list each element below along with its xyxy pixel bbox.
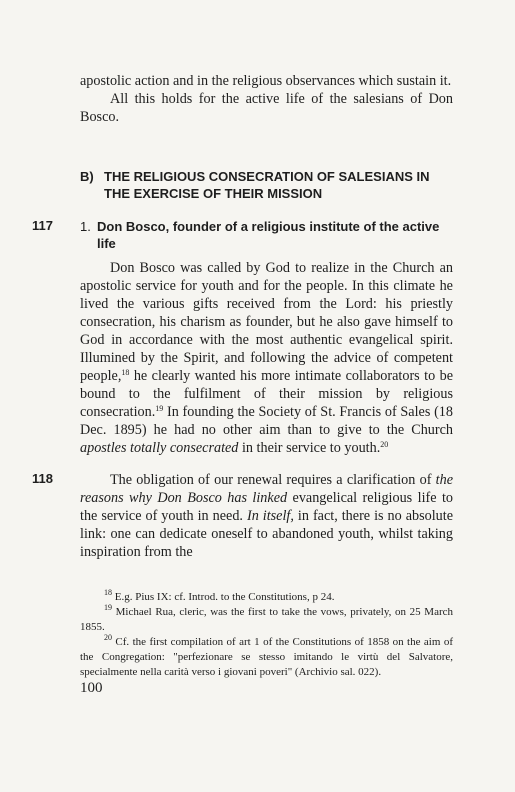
p117-text-2: he clearly wanted his more intimate collaborators to be bound to the fulfilment of their mission by religious consecration. [80,368,453,420]
subsection-heading [80,218,453,252]
section-heading [80,168,453,202]
p118-text-1: The obligation of our renewal requires a clarification of [110,472,436,488]
subsection-number: 1. [80,219,91,234]
footnote-text: E.g. Pius IX: cf. Introd. to the Constitutions, p 24. [112,591,335,603]
p118-text-2: evangelical religious life to the service of youth in need. [80,490,453,524]
p118-italic-1: the reasons why Don Bosco has linked [80,472,453,506]
margin-number-118: 118 [32,471,53,486]
footnote-ref-19: 19 [155,404,164,413]
footnotes [80,590,453,680]
subsection-title-line2: life [97,236,116,251]
footnote-number: 19 [104,603,112,612]
footnote [80,605,453,635]
margin-number-117: 117 [32,218,53,233]
footnote-ref-18: 18 [121,368,130,377]
footnote-text: Michael Rua, cleric, was the first to take the vows, privately, on 25 March 1855. [80,606,453,633]
footnote-ref-20: 20 [380,440,389,449]
section-title-line1: THE RELIGIOUS CONSECRATION OF SALESIANS IN [104,169,430,184]
p117-text-1: Don Bosco was called by God to realize in the Church an apostolic service for youth and for the people. In this climate he lived the various gifts received from the Lord: his priestly consecration, his charism as founder, but he also gave himself to God in accordance with the most authentic evangelical spirit. Illumined by the Spirit, and following the advice of competent people, [80,260,453,384]
footnote [80,635,453,680]
footnote-text: Cf. the first compilation of art 1 of the Constitutions of 1858 on the aim of the Congregation: "perfezionare se stesso imitando le virtù del Salvatore, specialmente nella carità verso i giovani poveri" (Archivio sal. 022). [80,636,453,678]
intro-continuation: apostolic action and in the religious observances which sustain it. [80,73,452,89]
p117-text-4: in their service to youth. [238,440,381,456]
intro-paragraph: All this holds for the active life of the salesians of Don Bosco. [80,91,453,125]
section-label: B) [80,169,94,184]
subsection-title-line1: Don Bosco, founder of a religious institute of the active [97,219,440,234]
paragraph-117 [80,259,453,457]
intro-text [80,72,453,126]
p117-italic: apostles totally consecrated [80,440,239,456]
page-number: 100 [80,680,103,696]
section-title-line2: THE EXERCISE OF THEIR MISSION [104,186,323,201]
footnote-number: 18 [104,588,112,597]
p118-text-3: in fact, there is no absolute link: one can dedicate oneself to abandoned youth, whilst taking inspiration from the [80,508,453,560]
p118-italic-2: In itself, [246,508,294,524]
footnote [80,590,453,605]
footnote-number: 20 [104,633,112,642]
p117-text-3: In founding the Society of St. Francis of Sales (18 Dec. 1895) he had no other aim than to give to the Church [80,404,453,438]
paragraph-118 [80,471,453,561]
